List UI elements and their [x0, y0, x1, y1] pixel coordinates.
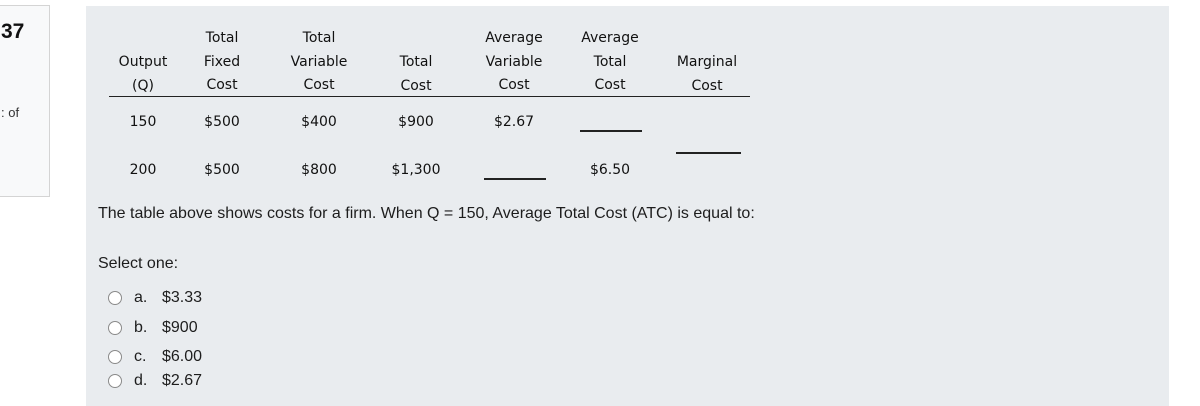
- table-cell: $900: [398, 114, 434, 130]
- radio-button[interactable]: [108, 374, 122, 388]
- table-cell: $400: [301, 114, 337, 130]
- radio-button[interactable]: [108, 321, 122, 335]
- header-output-line2: (Q): [132, 77, 154, 94]
- header-tfc-line3: Cost: [206, 77, 238, 93]
- table-cell: $1,300: [391, 162, 441, 178]
- header-marginal-cost: [663, 51, 751, 98]
- header-atc-line3: Cost: [594, 77, 626, 93]
- header-avc-line1: Average: [485, 30, 543, 46]
- header-total-fixed-cost: [182, 27, 262, 98]
- option-letter: b.: [134, 319, 148, 336]
- table-cell: $500: [204, 162, 240, 178]
- blank-avc-row2: [484, 178, 546, 180]
- option-letter: c.: [134, 348, 147, 365]
- header-tvc-line2: Variable: [290, 53, 348, 70]
- header-avc-line3: Cost: [498, 77, 530, 93]
- header-avc-line2: Variable: [485, 53, 543, 70]
- question-status-fragment: : of: [1, 105, 20, 120]
- option-letter: d.: [134, 372, 148, 389]
- header-total-cost: [376, 51, 456, 98]
- table-cell: $2.67: [493, 114, 535, 130]
- table-cell: 200: [129, 162, 157, 178]
- table-cell: $6.50: [589, 162, 631, 178]
- option-d[interactable]: [108, 368, 202, 394]
- header-atc-line1: Average: [581, 30, 639, 46]
- header-mc-line1: Marginal: [676, 54, 738, 70]
- question-text: The table above shows costs for a firm. When Q = 150, Average Total Cost (ATC) is equal to:: [98, 205, 755, 222]
- option-c[interactable]: [108, 344, 202, 370]
- option-a[interactable]: [108, 285, 202, 311]
- option-text[interactable]: $6.00: [162, 348, 203, 365]
- cost-table: [86, 6, 786, 196]
- option-text[interactable]: $3.33: [162, 289, 203, 306]
- header-average-total-cost: [566, 27, 654, 98]
- blank-atc-row1: [580, 130, 642, 132]
- option-b[interactable]: [108, 315, 198, 341]
- header-output: [110, 51, 176, 98]
- option-letter: a.: [134, 289, 148, 306]
- radio-button[interactable]: [108, 291, 122, 305]
- select-one-label: Select one:: [98, 255, 179, 272]
- header-output-line1: Output: [118, 54, 168, 70]
- table-cell: $800: [301, 162, 337, 178]
- header-mc-line2: Cost: [691, 77, 723, 94]
- radio-button[interactable]: [108, 350, 122, 364]
- question-number: 37: [1, 20, 25, 43]
- header-divider: [109, 96, 750, 97]
- question-content: [86, 6, 1169, 406]
- header-tvc-line3: Cost: [303, 77, 335, 93]
- table-cell: $500: [204, 114, 240, 130]
- header-tvc-line1: Total: [302, 30, 336, 46]
- header-tfc-line1: Total: [205, 30, 239, 46]
- table-cell: 150: [129, 114, 157, 130]
- option-text[interactable]: $2.67: [162, 372, 203, 389]
- header-tc-line2: Cost: [400, 77, 432, 94]
- header-total-variable-cost: [279, 27, 359, 98]
- option-text[interactable]: $900: [162, 319, 198, 336]
- header-tfc-line2: Fixed: [203, 53, 241, 70]
- header-average-variable-cost: [470, 27, 558, 98]
- header-tc-line1: Total: [399, 54, 433, 70]
- header-atc-line2: Total: [593, 53, 627, 70]
- question-info-panel: [0, 5, 50, 197]
- blank-mc-between-rows: [676, 152, 741, 154]
